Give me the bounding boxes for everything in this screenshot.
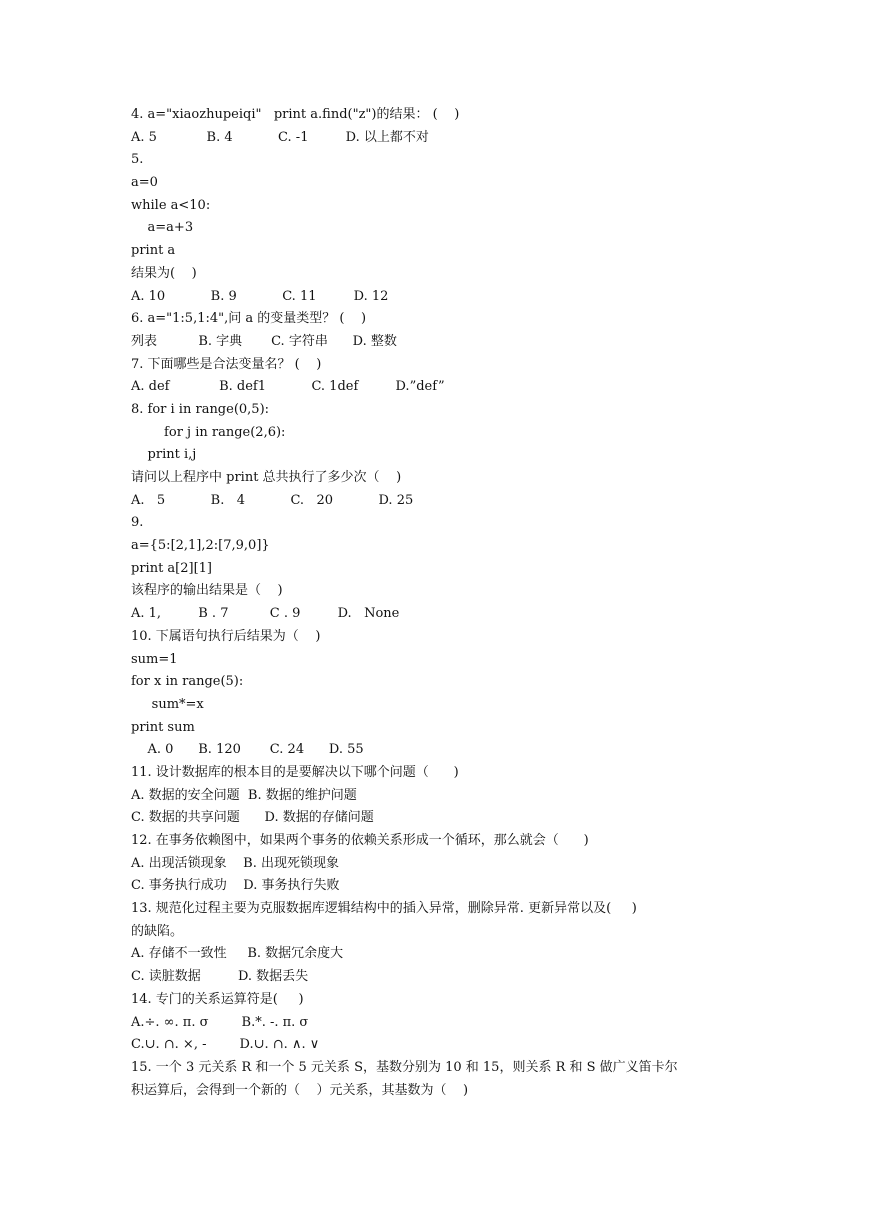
question-12: 12. 在事务依赖图中，如果两个事务的依赖关系形成一个循环，那么就会（ ): [131, 833, 589, 848]
code-line: print a: [131, 243, 176, 259]
question-13-options-ab: A. 存储不一致性 B. 数据冗余度大: [131, 946, 344, 962]
exam-page: [131, 104, 781, 1102]
question-10: 10. 下属语句执行后结果为（ ): [131, 628, 321, 644]
question-15: 15. 一个 3 元关系 R 和一个 5 元关系 S，基数分别为 10 和 15，则关系 R 和 S 做广义笛卡尔: [131, 1059, 678, 1075]
code-line: a=a+3: [131, 220, 194, 236]
question-5-options: A. 10 B. 9 C. 11 D. 12: [131, 288, 389, 304]
code-line: for j in range(2,6):: [131, 424, 286, 440]
question-7-options: A. def B. def1 C. 1def D.”def”: [131, 379, 445, 395]
question-9: 9.: [131, 515, 144, 531]
question-9-options: A. 1, B . 7 C . 9 D. None: [131, 606, 400, 622]
question-4: 4. a="xiaozhupeiqi" print a.find("z")的结果： ( ): [131, 107, 460, 122]
question-5-prompt: 结果为( ): [131, 265, 197, 281]
question-11-options-cd: C. 数据的共享问题 D. 数据的存储问题: [131, 810, 374, 826]
code-line: print i,j: [131, 447, 197, 463]
question-8: 8. for i in range(0,5):: [131, 401, 270, 417]
question-12-options-cd: C. 事务执行成功 D. 事务执行失败: [131, 878, 340, 894]
question-11: 11. 设计数据库的根本目的是要解决以下哪个问题（ ): [131, 764, 459, 780]
code-line: a=0: [131, 175, 158, 191]
question-9-prompt: 该程序的输出结果是（ ): [131, 583, 283, 599]
code-line: a={5:[2,1],2:[7,9,0]}: [131, 538, 270, 554]
code-line: print a[2][1]: [131, 560, 213, 576]
code-line: sum*=x: [131, 696, 204, 712]
question-13: 13. 规范化过程主要为克服数据库逻辑结构中的插入异常，删除异常. 更新异常以及( ): [131, 901, 637, 917]
question-12-options-ab: A. 出现活锁现象 B. 出现死锁现象: [131, 855, 340, 871]
question-5: 5.: [131, 152, 144, 168]
question-14: 14. 专门的关系运算符是( ): [131, 991, 304, 1007]
question-14-options-ab: A.÷. ∞. π. σ B.*. -. π. σ: [131, 1014, 309, 1030]
question-4-options: A. 5 B. 4 C. -1 D. 以上都不对: [131, 129, 429, 145]
question-15-cont: 积运算后，会得到一个新的（ ）元关系，其基数为（ ): [131, 1082, 469, 1098]
question-6: 6. a="1:5,1:4",问 a 的变量类型？ ( ): [131, 311, 367, 327]
question-7: 7. 下面哪些是合法变量名？ ( ): [131, 356, 322, 372]
question-13-cont: 的缺陷。: [131, 923, 184, 939]
question-11-options-ab: A. 数据的安全问题 B. 数据的维护问题: [131, 787, 357, 803]
code-line: sum=1: [131, 651, 178, 667]
question-8-options: A. 5 B. 4 C. 20 D. 25: [131, 492, 414, 508]
question-13-options-cd: C. 读脏数据 D. 数据丢失: [131, 969, 309, 985]
question-14-options-cd: C.∪. ∩. ×, - D.∪. ∩. ∧. ∨: [131, 1037, 320, 1053]
code-line: print sum: [131, 719, 195, 735]
question-8-prompt: 请问以上程序中 print 总共执行了多少次（ ): [131, 470, 402, 485]
code-line: while a<10:: [131, 197, 211, 213]
question-6-options: 列表 B. 字典 C. 字符串 D. 整数: [131, 333, 397, 349]
code-line: for x in range(5):: [131, 674, 244, 690]
question-10-options: A. 0 B. 120 C. 24 D. 55: [131, 742, 364, 758]
